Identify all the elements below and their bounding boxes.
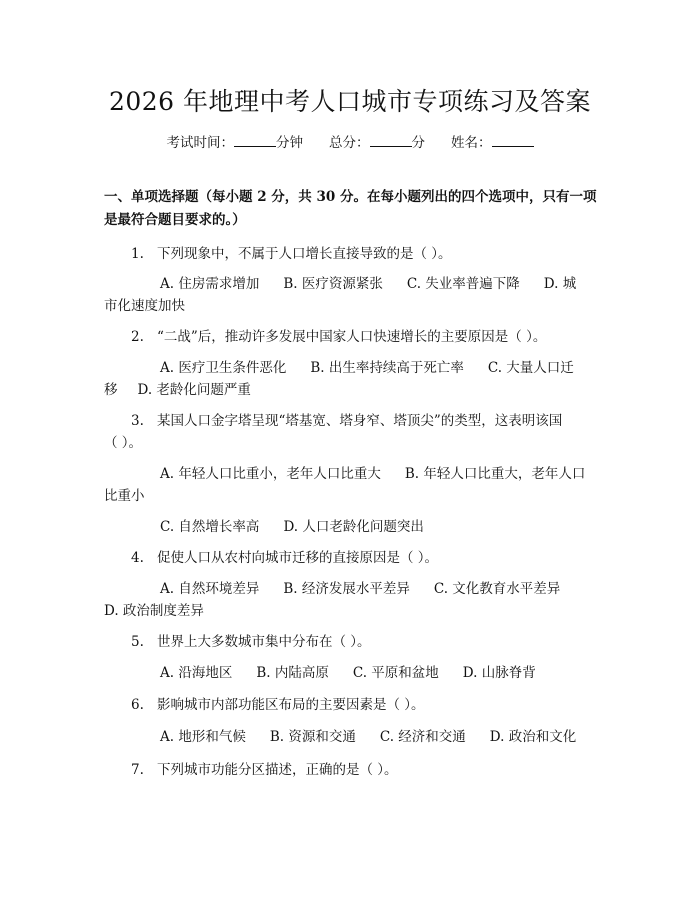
option-c: C. 平原和盆地 (352, 665, 439, 681)
option-d: D. 老龄化问题严重 (137, 382, 251, 398)
question-number: 5. (131, 634, 144, 650)
question-4 (131, 547, 438, 569)
question-number: 1. (131, 246, 144, 262)
question-3-stem-cont: （ ）。 (104, 435, 143, 451)
question-1 (131, 243, 452, 265)
time-unit: 分钟 (276, 135, 303, 151)
name-label: 姓名： (451, 135, 492, 151)
question-4-options (160, 578, 560, 600)
option-a: A. 沿海地区 (160, 665, 233, 681)
question-4-options-cont: D. 政治制度差异 (104, 603, 204, 619)
score-unit: 分 (411, 135, 425, 151)
question-stem: 影响城市内部功能区布局的主要因素是（ ）。 (157, 697, 425, 713)
option-c: C. 失业率普遍下降 (406, 276, 520, 292)
option-d: D. 政治和文化 (489, 729, 577, 745)
question-3-options-cont: 比重小 (104, 488, 145, 504)
option-d: D. 人口老龄化问题突出 (283, 519, 424, 535)
question-2-options (160, 357, 574, 379)
score-blank (370, 134, 412, 147)
option-c-cont: 移 (104, 382, 118, 398)
name-blank (492, 134, 534, 147)
question-2-options-cont (104, 379, 251, 401)
page-title: 2026 年地理中考人口城市专项练习及答案 (108, 87, 592, 116)
option-b: B. 出生率持续高于死亡率 (310, 360, 464, 376)
question-7 (131, 759, 398, 781)
option-c: C. 经济和交通 (379, 729, 466, 745)
option-b: B. 资源和交通 (269, 729, 356, 745)
time-blank (234, 134, 276, 147)
time-label: 考试时间： (166, 135, 234, 151)
question-2 (131, 326, 546, 348)
option-c: C. 大量人口迁 (487, 360, 574, 376)
question-stem: 下列城市功能分区描述，正确的是（ ）。 (157, 762, 398, 778)
score-label: 总分： (329, 135, 370, 151)
question-stem: 下列现象中，不属于人口增长直接导致的是（ ）。 (157, 246, 452, 262)
option-d: D. 城 (543, 276, 577, 292)
option-b: B. 年轻人口比重大，老年人口 (404, 466, 586, 482)
question-3-options-2 (160, 516, 424, 538)
option-b: B. 经济发展水平差异 (283, 581, 410, 597)
option-a: A. 医疗卫生条件恶化 (160, 360, 287, 376)
question-stem: “二战”后，推动许多发展中国家人口快速增长的主要原因是（ ）。 (157, 329, 547, 345)
question-3 (131, 410, 562, 432)
question-stem: 世界上大多数城市集中分布在（ ）。 (157, 634, 371, 650)
section-heading: 一、单项选择题（每小题 2 分，共 30 分。在每小题列出的四个选项中，只有一项是最符合题目要求的。） (104, 189, 597, 228)
question-number: 6. (131, 697, 144, 713)
question-5-options (160, 662, 536, 684)
question-number: 3. (131, 413, 144, 429)
question-1-options-cont: 市化速度加快 (104, 298, 185, 314)
question-6-options (160, 726, 576, 748)
question-number: 4. (131, 550, 144, 566)
question-number: 7. (131, 762, 144, 778)
option-a: A. 地形和气候 (160, 729, 246, 745)
question-1-options (160, 273, 576, 295)
option-a: A. 自然环境差异 (160, 581, 260, 597)
question-3-options (160, 463, 585, 485)
option-b: B. 内陆高原 (256, 665, 329, 681)
question-stem: 某国人口金字塔呈现“塔基宽、塔身窄、塔顶尖”的类型，这表明该国 (157, 413, 563, 429)
question-stem: 促使人口从农村向城市迁移的直接原因是（ ）。 (157, 550, 439, 566)
option-c: C. 文化教育水平差异 (433, 581, 561, 597)
question-number: 2. (131, 329, 144, 345)
option-a: A. 年轻人口比重小，老年人口比重大 (160, 466, 381, 482)
exam-meta (0, 131, 700, 151)
option-b: B. 医疗资源紧张 (283, 276, 383, 292)
option-c: C. 自然增长率高 (160, 519, 260, 535)
option-d: D. 山脉脊背 (462, 665, 536, 681)
option-a: A. 住房需求增加 (160, 276, 260, 292)
question-6 (131, 694, 425, 716)
question-5 (131, 631, 371, 653)
